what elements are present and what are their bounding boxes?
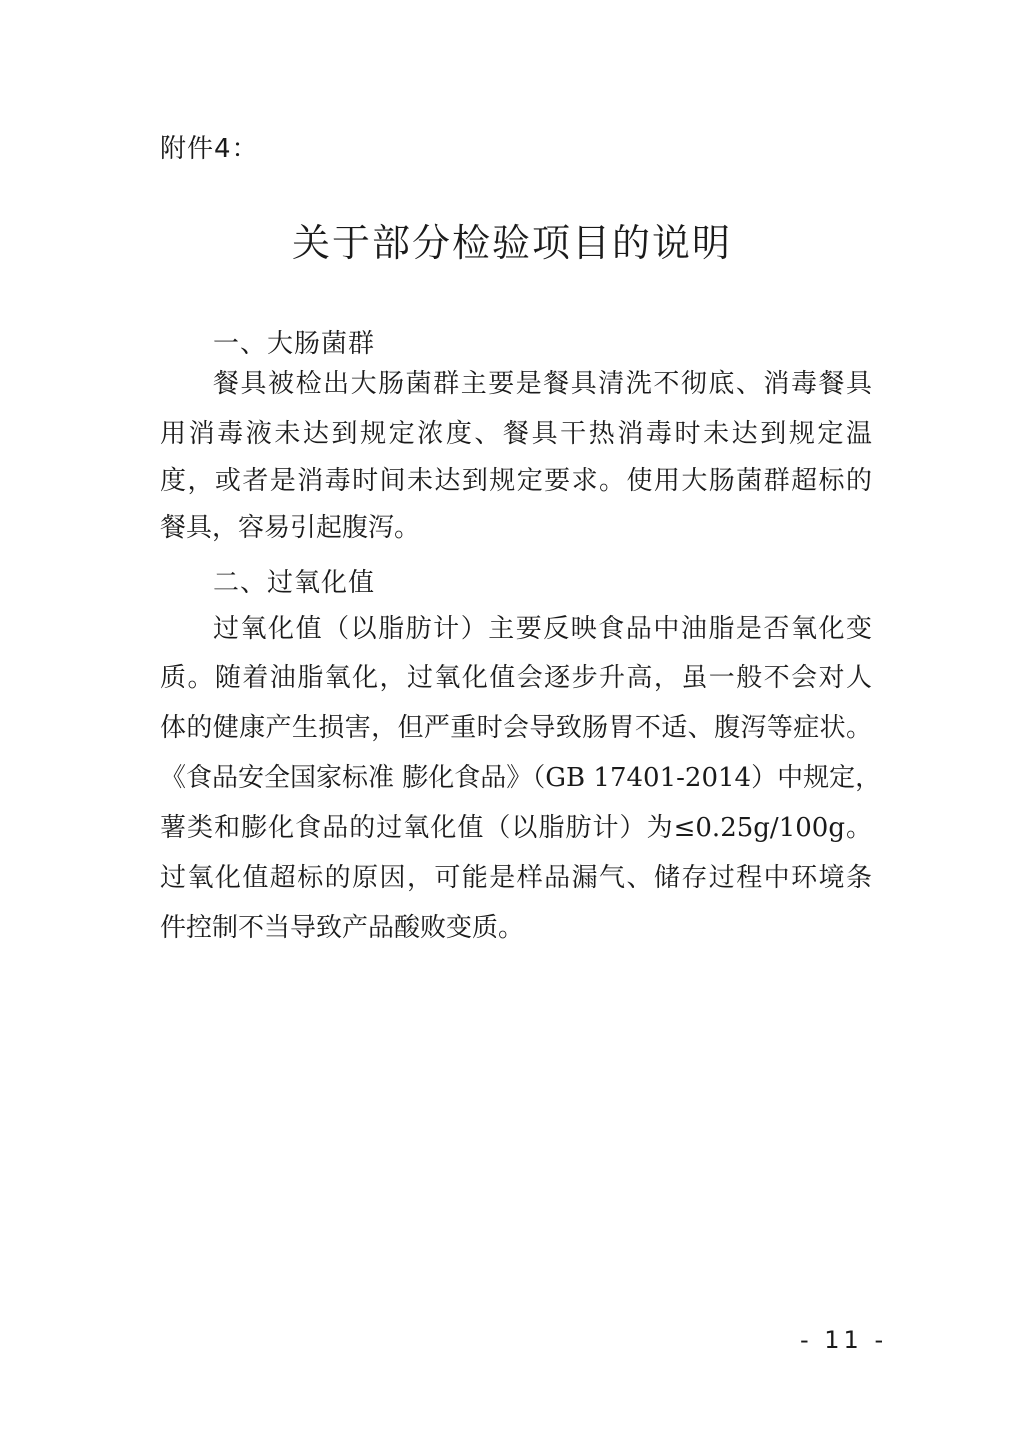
paragraph-line: 过氧化值（以脂肪计）主要反映食品中油脂是否氧化变 bbox=[213, 614, 872, 644]
paragraph-line: 薯类和膨化食品的过氧化值（以脂肪计）为≤0.25g/100g。 bbox=[160, 813, 872, 843]
paragraph-line: 过氧化值超标的原因，可能是样品漏气、储存过程中环境条 bbox=[160, 863, 872, 893]
paragraph-line: 餐具被检出大肠菌群主要是餐具清洗不彻底、消毒餐具 bbox=[213, 369, 872, 399]
paragraph-line: 餐具，容易引起腹泻。 bbox=[160, 513, 421, 543]
section-heading-peroxide-value: 二、过氧化值 bbox=[213, 568, 376, 598]
paragraph-line: 质。随着油脂氧化，过氧化值会逐步升高，虽一般不会对人 bbox=[160, 663, 872, 693]
attachment-label: 附件4： bbox=[160, 134, 259, 164]
paragraph-line: 件控制不当导致产品酸败变质。 bbox=[160, 913, 525, 943]
section-heading-coliform: 一、大肠菌群 bbox=[213, 329, 376, 359]
page-number: - 11 - bbox=[800, 1326, 888, 1354]
paragraph-line: 体的健康产生损害，但严重时会导致肠胃不适、腹泻等症状。 bbox=[160, 713, 872, 743]
paragraph-line: 《食品安全国家标准 膨化食品》（GB 17401-2014）中规定， bbox=[160, 763, 882, 793]
paragraph-line: 用消毒液未达到规定浓度、餐具干热消毒时未达到规定温 bbox=[160, 419, 872, 449]
document-title: 关于部分检验项目的说明 bbox=[291, 221, 732, 265]
paragraph-line: 度，或者是消毒时间未达到规定要求。使用大肠菌群超标的 bbox=[160, 466, 872, 496]
